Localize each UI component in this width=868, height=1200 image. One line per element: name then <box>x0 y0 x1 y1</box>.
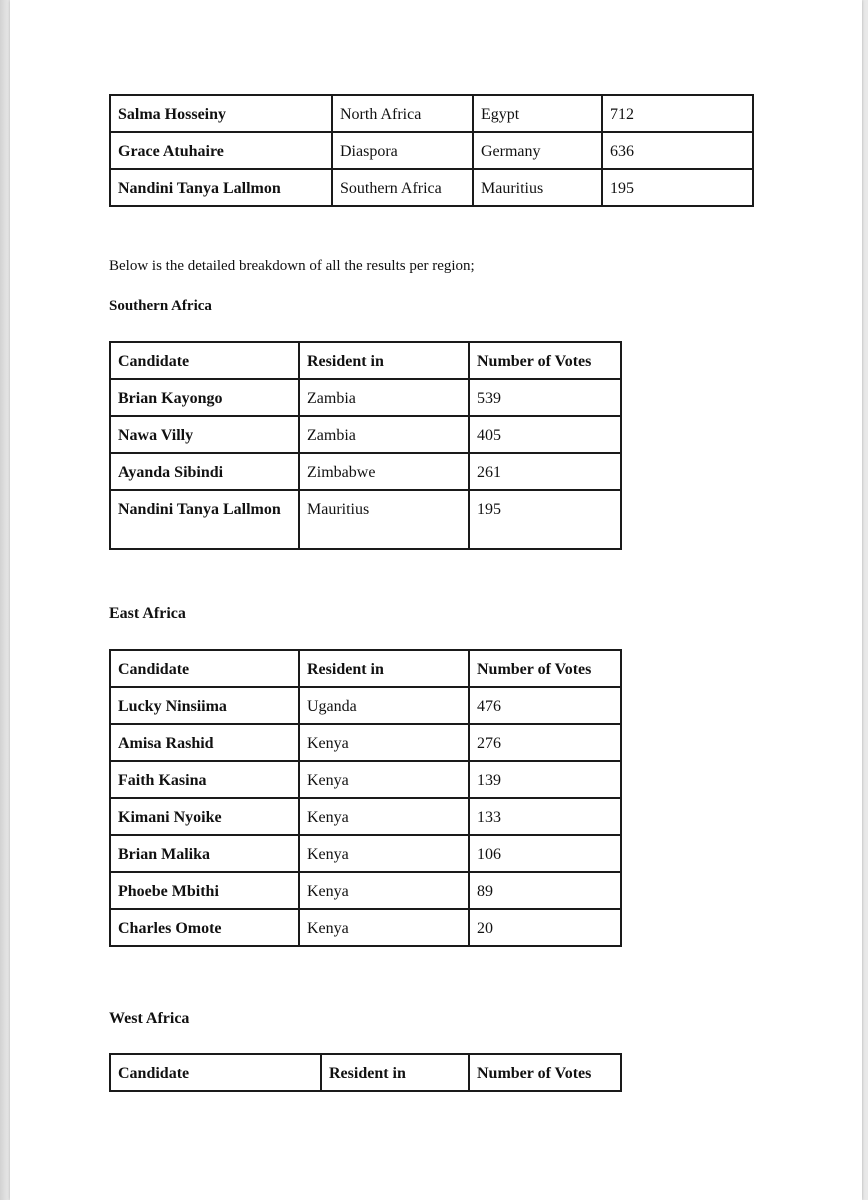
resident-cell: Kenya <box>299 724 469 761</box>
column-header-candidate: Candidate <box>110 342 299 379</box>
table-row <box>110 835 621 872</box>
candidate-cell: Brian Kayongo <box>110 379 299 416</box>
table-row <box>110 132 753 169</box>
table-header-row <box>110 342 621 379</box>
resident-cell: Kenya <box>299 798 469 835</box>
votes-cell: 139 <box>469 761 621 798</box>
column-header-votes: Number of Votes <box>469 1054 621 1091</box>
table-header-row <box>110 650 621 687</box>
table-row <box>110 872 621 909</box>
candidate-cell: Salma Hosseiny <box>110 95 332 132</box>
votes-cell: 195 <box>469 490 621 549</box>
candidate-cell: Grace Atuhaire <box>110 132 332 169</box>
votes-cell: 133 <box>469 798 621 835</box>
table-row <box>110 416 621 453</box>
country-cell: Egypt <box>473 95 602 132</box>
candidate-cell: Faith Kasina <box>110 761 299 798</box>
candidate-cell: Ayanda Sibindi <box>110 453 299 490</box>
table-row <box>110 453 621 490</box>
candidate-cell: Phoebe Mbithi <box>110 872 299 909</box>
votes-cell: 195 <box>602 169 753 206</box>
intro-paragraph: Below is the detailed breakdown of all the results per region; <box>109 258 475 274</box>
votes-cell: 20 <box>469 909 621 946</box>
votes-cell: 636 <box>602 132 753 169</box>
resident-cell: Kenya <box>299 872 469 909</box>
votes-cell: 712 <box>602 95 753 132</box>
votes-cell: 261 <box>469 453 621 490</box>
column-header-candidate: Candidate <box>110 1054 321 1091</box>
votes-cell: 539 <box>469 379 621 416</box>
country-cell: Germany <box>473 132 602 169</box>
country-cell: Mauritius <box>473 169 602 206</box>
summary-table <box>109 94 754 207</box>
document-page <box>10 0 862 1200</box>
section-heading-east-africa: East Africa <box>109 605 186 622</box>
candidate-cell: Nawa Villy <box>110 416 299 453</box>
column-header-resident-in: Resident in <box>299 650 469 687</box>
region-cell: Diaspora <box>332 132 473 169</box>
table-row <box>110 761 621 798</box>
column-header-votes: Number of Votes <box>469 650 621 687</box>
resident-cell: Kenya <box>299 761 469 798</box>
votes-cell: 405 <box>469 416 621 453</box>
table-row <box>110 95 753 132</box>
table-row <box>110 379 621 416</box>
candidate-cell: Amisa Rashid <box>110 724 299 761</box>
column-header-candidate: Candidate <box>110 650 299 687</box>
column-header-resident-in: Resident in <box>299 342 469 379</box>
region-cell: Southern Africa <box>332 169 473 206</box>
table-row <box>110 169 753 206</box>
votes-cell: 89 <box>469 872 621 909</box>
table-row <box>110 798 621 835</box>
candidate-cell: Kimani Nyoike <box>110 798 299 835</box>
west-africa-table <box>109 1053 622 1092</box>
table-header-row <box>110 1054 621 1091</box>
column-header-votes: Number of Votes <box>469 342 621 379</box>
votes-cell: 476 <box>469 687 621 724</box>
resident-cell: Kenya <box>299 909 469 946</box>
candidate-cell: Nandini Tanya Lallmon <box>110 490 299 549</box>
resident-cell: Uganda <box>299 687 469 724</box>
table-row <box>110 687 621 724</box>
candidate-cell: Nandini Tanya Lallmon <box>110 169 332 206</box>
resident-cell: Kenya <box>299 835 469 872</box>
table-row <box>110 909 621 946</box>
section-heading-southern-africa: Southern Africa <box>109 298 212 314</box>
southern-africa-table <box>109 341 622 550</box>
column-header-resident-in: Resident in <box>321 1054 469 1091</box>
region-cell: North Africa <box>332 95 473 132</box>
resident-cell: Zambia <box>299 379 469 416</box>
candidate-cell: Brian Malika <box>110 835 299 872</box>
table-row <box>110 724 621 761</box>
resident-cell: Mauritius <box>299 490 469 549</box>
table-row <box>110 490 621 549</box>
votes-cell: 106 <box>469 835 621 872</box>
resident-cell: Zimbabwe <box>299 453 469 490</box>
section-heading-west-africa: West Africa <box>109 1010 190 1027</box>
east-africa-table <box>109 649 622 947</box>
page-edge-shadow <box>0 0 10 1200</box>
candidate-cell: Lucky Ninsiima <box>110 687 299 724</box>
votes-cell: 276 <box>469 724 621 761</box>
resident-cell: Zambia <box>299 416 469 453</box>
candidate-cell: Charles Omote <box>110 909 299 946</box>
